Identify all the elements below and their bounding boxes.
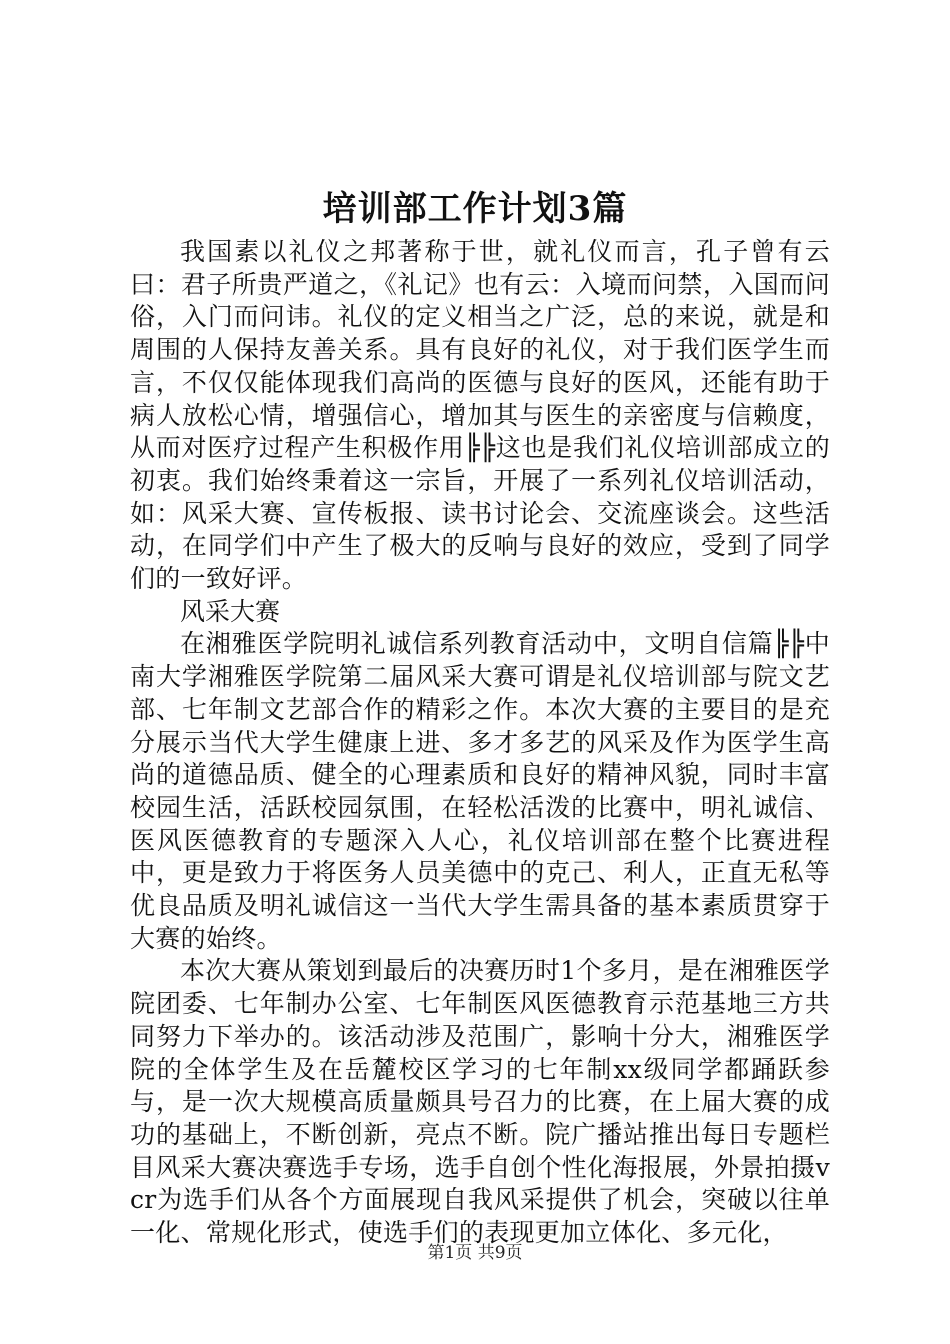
contest-detail-paragraph: 本次大赛从策划到最后的决赛历时1个多月，是在湘雅医学院团委、七年制办公室、七年制医风医德教育示范基地三方共同努力下举办的。该活动涉及范围广，影响十分大，湘雅医学院的全体学生及在岳麓校区学习的七年制xx级同学都踊跃参与，是一次大规模高质量颇具号召力的比赛，在上届大赛的成功的基础上，不断创新，亮点不断。院广播站推出每日专题栏目风采大赛决赛选手专场，选手自创个性化海报展，外景拍摄vcr为选手们从各个方面展现自我风采提供了机会，突破以往单一化、常规化形式，使选手们的表现更加立体化、多元化， [130,956,830,1248]
contest-paragraph: 在湘雅医学院明礼诚信系列教育活动中，文明自信篇╠╠中南大学湘雅医学院第二届风采大赛可谓是礼仪培训部与院文艺部、七年制文艺部合作的精彩之作。本次大赛的主要目的是充分展示当代大学生健康上进、多才多艺的风采及作为医学生高尚的道德品质、健全的心理素质和良好的精神风貌，同时丰富校园生活，活跃校园氛围，在轻松活泼的比赛中，明礼诚信、医风医德教育的专题深入人心，礼仪培训部在整个比赛进程中，更是致力于将医务人员美德中的克己、利人，正直无私等优良品质及明礼诚信这一当代大学生需具备的基本素质贯穿于大赛的始终。 [130,629,830,953]
page-number-footer: 第1页 共9页 [427,1243,523,1263]
document-body [130,236,830,1250]
section-heading: 风采大赛 [180,596,281,626]
document-title: 培训部工作计划3篇 [322,189,628,229]
intro-paragraph: 我国素以礼仪之邦著称于世，就礼仪而言，孔子曾有云曰：君子所贵严道之，《礼记》也有云：入境而问禁，入国而问俗，入门而问讳。礼仪的定义相当之广泛，总的来说，就是和周围的人保持友善关系。具有良好的礼仪，对于我们医学生而言，不仅仅能体现我们高尚的医德与良好的医风，还能有助于病人放松心情，增强信心，增加其与医生的亲密度与信赖度，从而对医疗过程产生积极作用╠╠这也是我们礼仪培训部成立的初衷。我们始终秉着这一宗旨，开展了一系列礼仪培训活动，如：风采大赛、宣传板报、读书讨论会、交流座谈会。这些活动，在同学们中产生了极大的反响与良好的效应，受到了同学们的一致好评。 [130,237,830,594]
